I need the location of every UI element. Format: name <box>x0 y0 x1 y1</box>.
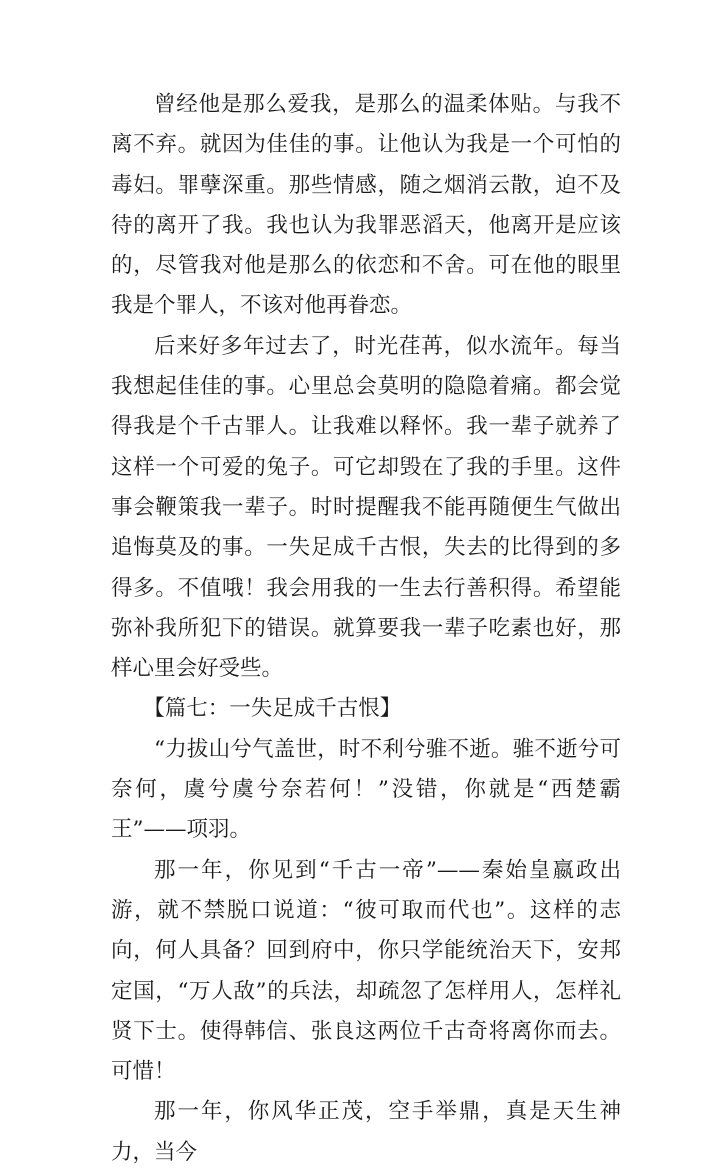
paragraph: “力拔山兮气盖世，时不利兮骓不逝。骓不逝兮可奈何，虞兮虞兮奈若何！”没错，你就是“西楚霸王”——项羽。 <box>111 736 621 843</box>
paragraph: 后来好多年过去了，时光荏苒，似水流年。每当我想起佳佳的事。心里总会莫明的隐隐着痛。都会觉得我是个千古罪人。让我难以释怀。我一辈子就养了这样一个可爱的兔子。可它却毁在了我的手里。这件事会鞭策我一辈子。时时提醒我不能再随便生气做出追悔莫及的事。一失足成千古恨，失去的比得到的多得多。不值哦！我会用我的一生去行善积得。希望能弥补我所犯下的错误。就算要我一辈子吃素也好，那样心里会好受些。 <box>111 333 621 682</box>
document-body <box>111 85 621 1173</box>
paragraph: 曾经他是那么爱我，是那么的温柔体贴。与我不离不弃。就因为佳佳的事。让他认为我是一个可怕的毒妇。罪孽深重。那些情感，随之烟消云散，迫不及待的离开了我。我也认为我罪恶滔天，他离开是应该的，尽管我对他是那么的依恋和不舍。可在他的眼里我是个罪人，不该对他再眷恋。 <box>111 92 621 319</box>
section-heading: 【篇七：一失足成千古恨】 <box>143 696 402 722</box>
paragraph: 那一年，你风华正茂，空手举鼎，真是天生神力，当今 <box>111 1099 621 1165</box>
paragraph: 那一年，你见到“千古一帝”——秦始皇嬴政出游，就不禁脱口说道：“彼可取而代也”。这样的志向，何人具备？回到府中，你只学能统治天下，安邦定国，“万人敌”的兵法，却疏忽了怎样用人，怎样礼贤下士。使得韩信、张良这两位千古奇将离你而去。可惜！ <box>111 857 621 1085</box>
